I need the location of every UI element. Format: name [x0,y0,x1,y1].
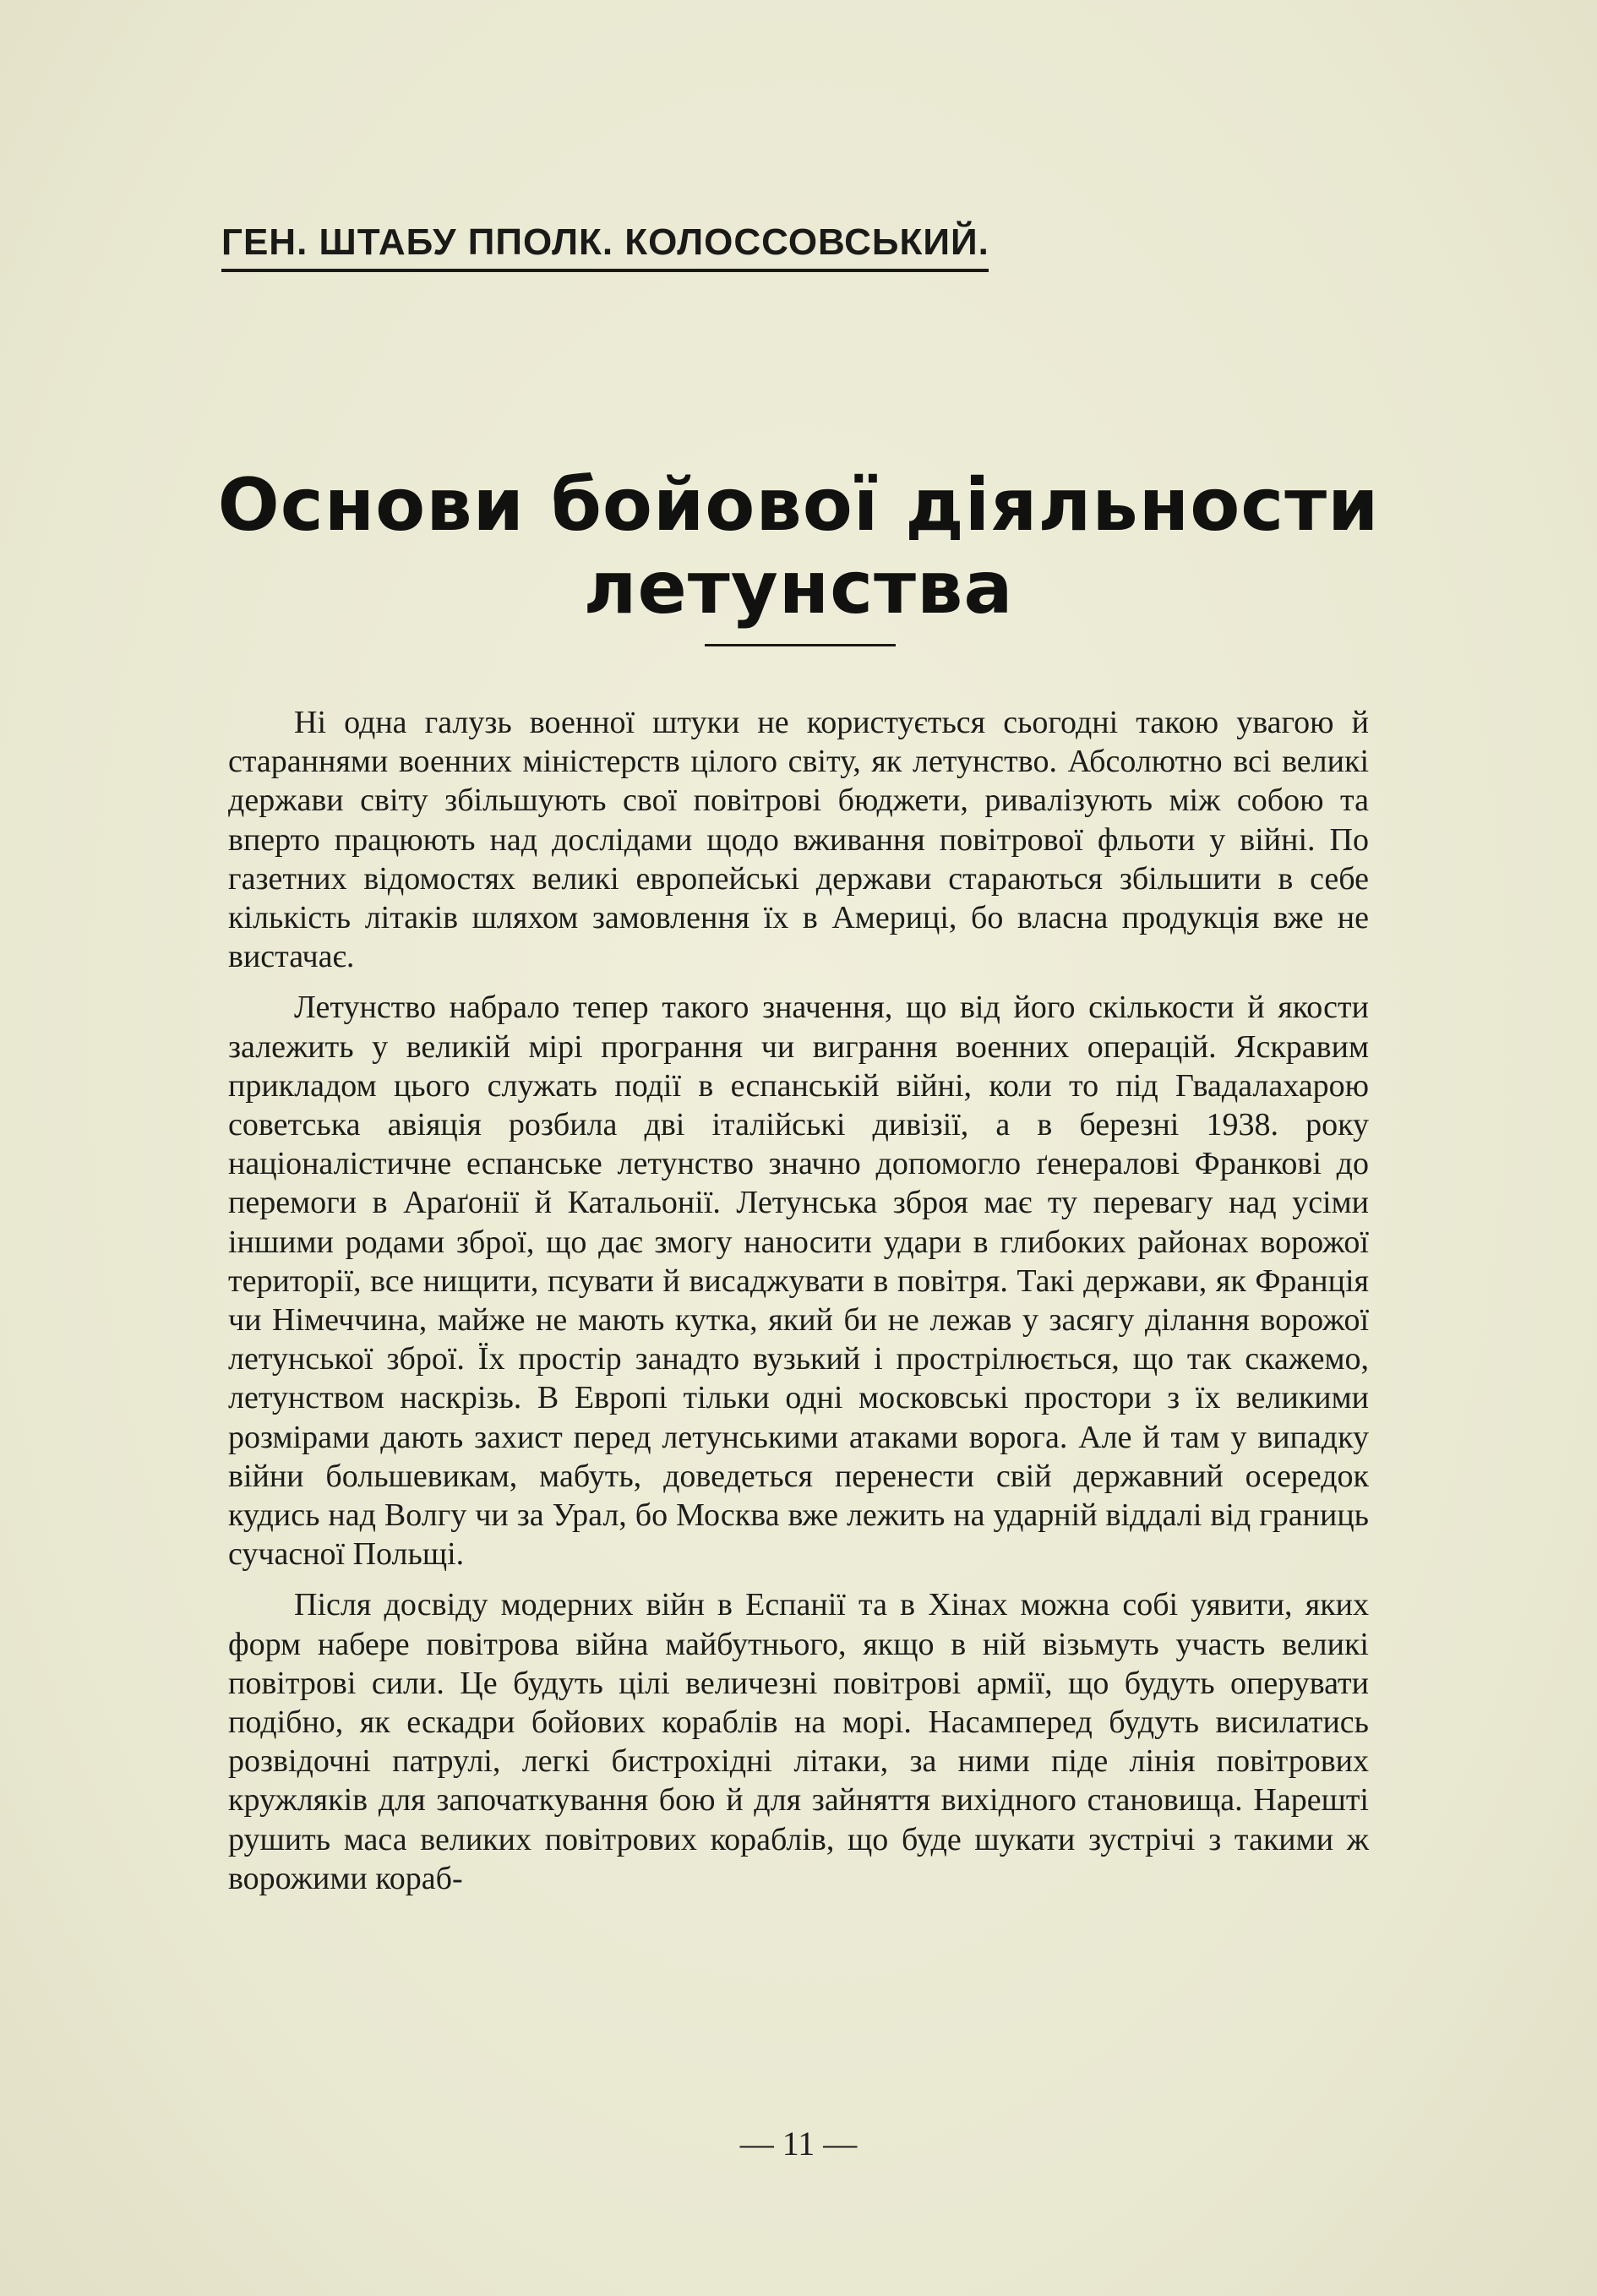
page-number: — 11 — [739,2124,858,2162]
article-body [228,703,1369,1910]
author-underline [221,269,989,272]
title-divider [705,644,896,646]
article-title-line-1: Основи бойової діяльности [217,463,1380,548]
paragraph-2: Летунство набрало тепер такого значення, що від його скількости й якости залежить у великій мірі програння чи виграння военних операцій. Яскравим прикладом цього служать події в еспанській війні, коли то під Гвадалахарою советська авіяція розбила дві італійські дивізії, а в березні 1938. року націоналістичне еспанське летунство значно допомогло ґенералові Франкові до перемоги в Араґонії й Катальонії. Летунська зброя має ту перевагу над усіми іншими родами зброї, що дає змогу наносити удари в глибоких районах ворожої території, все нищити, псувати й висаджувати в повітря. Такі держави, як Франція чи Німеччина, майже не мають кутка, який би не лежав у засягу ділання ворожої летунської зброї. Їх простір занадто вузький і прострілюється, що так скажемо, летунством наскрізь. В Европі тільки одні московські простори з їх великими розмірами дають захист перед летунськими атаками ворога. Але й там у випадку війни большевикам, мабуть, доведеться перенести свій державний осередок кудись над Волгу чи за Урал, бо Москва вже лежить на ударній віддалі від границь сучасної Польщі. [228,990,1369,1573]
article-title-line-2: летунства [583,546,1014,630]
author-line: ГЕН. ШТАБУ ППОЛК. КОЛОССОВСЬКИЙ. [221,221,989,263]
paragraph-1: Ні одна галузь военної штуки не користується сьогодні такою увагою й стараннями военних міністерств цілого світу, як летунство. Абсолютно всі великі держави світу збільшують свої повітрові бюджети, ривалізують між собою та вперто працюють над дослідами щодо вживання повітрової фльоти у війні. По газетних відомостях великі европейські держави стараються збільшити в себе кількість літаків шляхом замовлення їх в Америці, бо власна продукція вже не вистачає. [228,705,1369,975]
paragraph-3: Після досвіду модерних війн в Еспанії та в Хінах можна собі уявити, яких форм набере повітрова війна майбутнього, якщо в ній візьмуть участь великі повітрові сили. Це будуть цілі величезні повітрові армії, що будуть оперувати подібно, як ескадри бойових кораблів на морі. Насамперед будуть висилатись розвідочні патрулі, легкі бистрохідні літаки, за ними піде лінія повітрових кружляків для започаткування бою й для зайняття вихідного становища. Нарешті рушить маса великих повітрових кораблів, що буде шукати зустрічі з такими ж ворожими кораб- [228,1587,1369,1896]
